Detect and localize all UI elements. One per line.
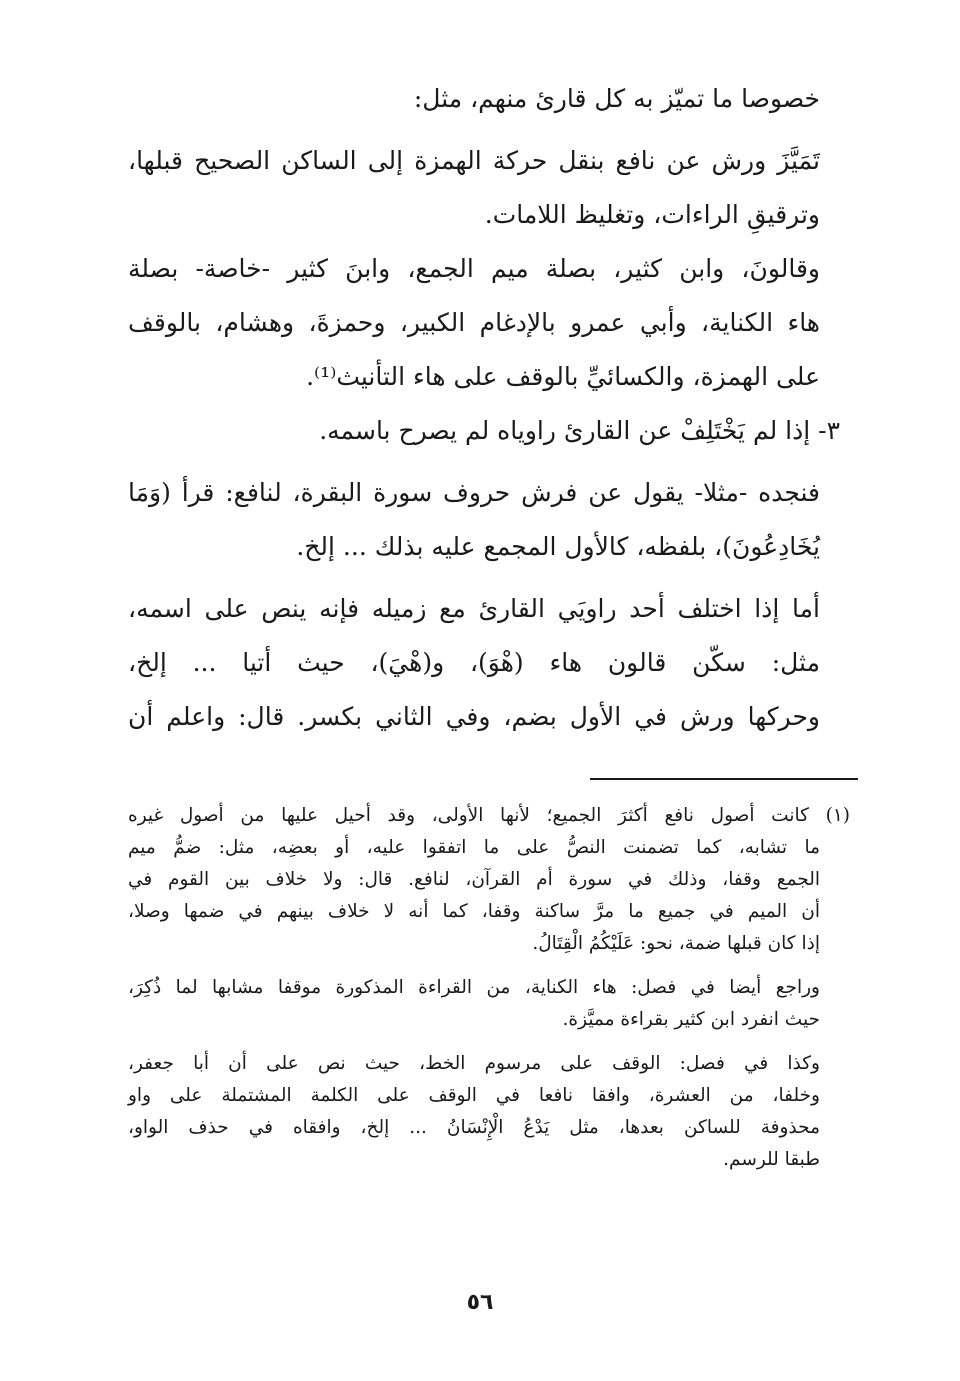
text-line: أما إذا اختلف أحد راويَي القارئ مع زميله فإنه ينص على اسمه، (128, 594, 820, 623)
footnote-line: حيث انفرد ابن كثير بقراءة مميَّزة. (562, 1009, 820, 1030)
footnote-line: ما تشابه، كما تضمنت النصُّ على ما اتفقوا عليه، أو بعضِه، مثل: ضمُّ ميم (128, 837, 820, 858)
footnote-separator (590, 778, 858, 780)
text-line: خصوصا ما تميّز به كل قارئ منهم، مثل: (413, 84, 820, 113)
footnote-line: (١) كانت أصول نافع أكثرَ الجميع؛ لأنها الأولى، وقد أحيل عليها من أصول غيره (128, 805, 850, 826)
text-line: يُخَادِعُونَ)، بلفظه، كالأول المجمع عليه بذلك ... إلخ. (296, 532, 820, 561)
footnote-line: طبقا للرسم. (723, 1149, 820, 1170)
numbered-point: ٣- إذا لم يَخْتَلِفْ عن القارئ راوياه لم يصرح باسمه. (319, 416, 840, 445)
footnotes-block (128, 800, 850, 1176)
text-line: وترقيقِ الراءات، وتغليظ اللامات. (484, 200, 820, 229)
text-line: على الهمزة، والكسائيِّ بالوقف على هاء التأنيث⁽¹⁾. (306, 362, 820, 391)
page-number: ٥٦ (466, 1290, 494, 1315)
footnote-line: الجمع وقفا، وذلك في سورة أم القرآن، لنافع. قال: ولا خلاف بين القوم في (128, 869, 820, 890)
text-line: وقالونَ، وابن كثير، بصلة ميم الجمع، وابنَ كثير -خاصة- بصلة (128, 254, 820, 283)
footnote-line: وكذا في فصل: الوقف على مرسوم الخط، حيث نص على أن أبا جعفر، (128, 1053, 820, 1074)
text-line: تَمَيَّزَ ورش عن نافع بنقل حركة الهمزة إلى الساكن الصحيح قبلها، (128, 146, 820, 175)
main-text-block (128, 72, 840, 744)
text-line: مثل: سكّن قالون هاء (هْوَ)، و(هْيَ)، حيث أتيا ... إلخ، (128, 648, 820, 677)
text-line: فنجده -مثلا- يقول عن فرش حروف سورة البقرة، لنافع: قرأ (وَمَا (128, 478, 820, 507)
text-line: وحركها ورش في الأول بضم، وفي الثاني بكسر. قال: واعلم أن (128, 702, 820, 731)
footnote-line: وخلفا، من العشرة، وافقا نافعا في الوقف على الكلمة المشتملة على واو (128, 1085, 820, 1106)
footnote-line: محذوفة للساكن بعدها، مثل يَدْعُ الْإِنْسَانُ ... إلخ، وافقاه في حذف الواو، (128, 1117, 820, 1138)
footnote-line: أن الميم في جميع ما مرَّ ساكنة وقفا، كما أنه لا خلاف بينهم في ضمها وصلا، (128, 901, 820, 922)
text-line: هاء الكناية، وأبي عمرو بالإدغام الكبير، وحمزةَ، وهشام، بالوقف (128, 308, 820, 337)
footnote-line: وراجع أيضا في فصل: هاء الكناية، من القراءة المذكورة موقفا مشابها لما ذُكِرَ، (128, 977, 820, 998)
footnote-line: إذا كان قبلها ضمة، نحو: عَلَيْكُمُ الْقِتَالُ. (532, 933, 820, 954)
